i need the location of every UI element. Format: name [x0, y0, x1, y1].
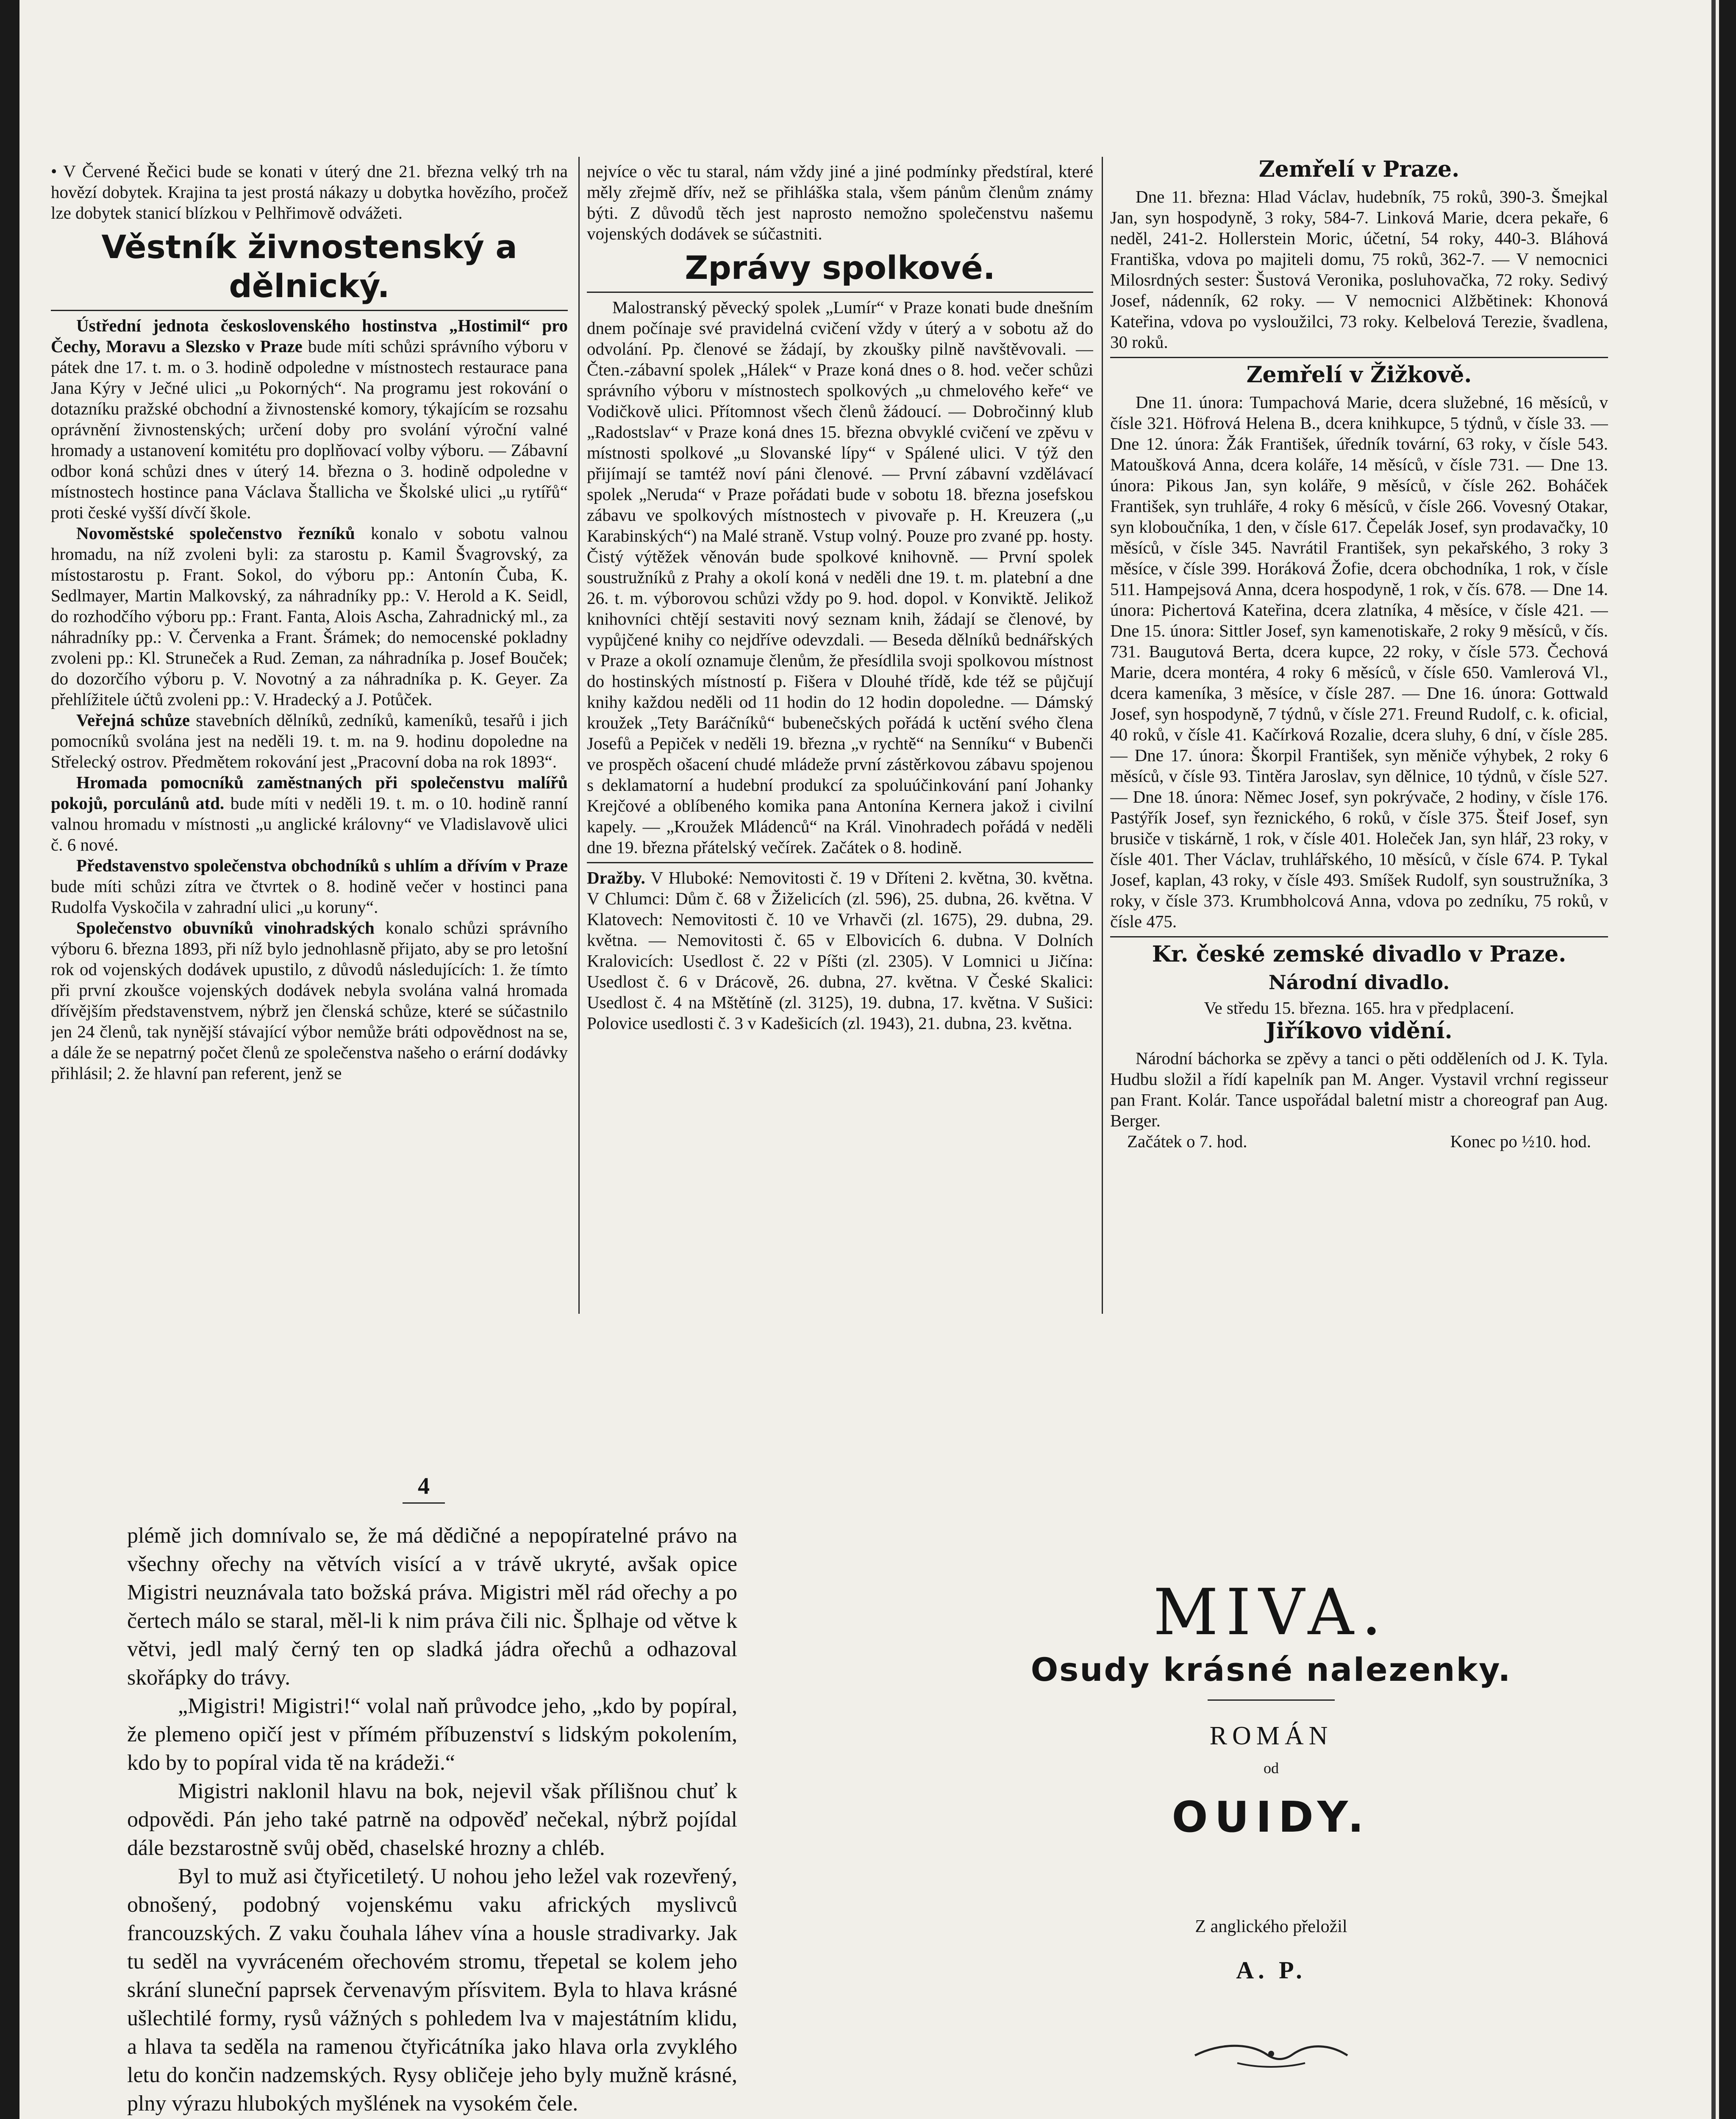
article-body: bude míti v neděli 19. t. m. o 10. hodině ranní valnou hromadu v místnosti „u anglické královny“ ve Vladislavově ulici č. 6 nové.	[51, 793, 568, 854]
title-rule	[1208, 1699, 1335, 1701]
article-shoemakers	[51, 918, 568, 1084]
scan-edge-left	[0, 0, 19, 2119]
article-butchers	[51, 523, 568, 710]
article-body: bude míti schůzi správního výboru v pátek dne 17. t. m. o 3. hodině odpoledne v místnostech restaurace pana Jana Kýry v Ječné ulici „u Pokorných“. Na programu jest rokování o dotazníku pražské obchodní a živnostenské komory, týkajícím se rozsahu oprávnění živnostenských; určení doby pro svolání výroční valné hromady a ustanovení komitétu pro doplňovací volby výboru. — Zábavní odbor koná schůzi dnes v úterý 14. března o 3. hodině odpoledne v místnostech hostince pana Václava Štallicha ve Školské ulici „u rytířů“ proti české vyšší dívčí škole.	[51, 336, 568, 522]
market-notice: • V Červené Řečici bude se konati v úterý dne 21. března velký trh na hovězí dobytek. Krajina ta jest prostá nákazy u dobytka hovězího, pročež lze dobytek stanicí blízkou v Pelhřimově odvážeti.	[51, 161, 568, 222]
deaths-zizkov-heading: Zemřelí v Žižkově.	[1246, 362, 1472, 388]
article-lead: Hromada pomocníků zaměstnaných při společenstvu malířů pokojů, porculánů atd.	[51, 773, 568, 813]
story-paragraph: Byl to muž asi čtyřicetiletý. U nohou jeho ležel vak rozevřený, obnošený, podobný vojenskému vaku afrických myslivců francouzských. Z vaku čouhala láhev vína a housle stradivarky. Jak tu seděl na vyvráceném ořechovém stromu, třepetal se kolem jeho skrání sluneční paprsek červenavým přísvitem. Byla to hlava krásné ušlechtilé formy, rysů vážných s pohledem lva v majestátním klidu, a hlava ta seděla na ramenou čtyřicátníka jako hlava orla zvyklého letu do končin nadzemských. Rysy obličeje jeho byly mužně krásné, plny výrazu hlubokých myšlének na vysokém čele.	[127, 1864, 737, 2116]
article-lead: Společenstvo obuvníků vinohradských	[76, 918, 375, 937]
shoemakers-continuation: nejvíce o věc tu staral, nám vždy jiné a jiné podmínky předstíral, které měly zřejmě dřív, než se přihláška stala, všem pánům členům známy býti. Z důvodů těch jest naprosto nemožno společenstvu našemu vojenských dodávek se súčastniti.	[587, 161, 1093, 243]
article-body: stavebních dělníků, zedníků, kameníků, tesařů i jich pomocníků svolána jest na neděli 19. t. m. na 9. hodinu dopoledne na Střelecký ostrov. Předmětem rokování jest „Pracovní doba na rok 1893“.	[51, 710, 568, 771]
left-column	[51, 161, 568, 1314]
ornament-flourish-icon	[1186, 2038, 1356, 2072]
start-time: Začátek o 7. hod.	[1127, 1132, 1247, 1151]
section-heading-clubs: Zprávy spolkové.	[685, 249, 995, 286]
scan-edge-right-line	[1711, 0, 1716, 2119]
author-name: OUIDY.	[1172, 1792, 1371, 1842]
section-rule	[1110, 357, 1608, 358]
article-body: konalo v sobotu valnou hromadu, na níž zvoleni byli: za starostu p. Kamil Švagrovský, za místostarostu p. Frant. Sokol, do výboru pp.: Antonín Čuba, K. Sedlmayer, Martin Malkovský, za náhradníky pp.: V. Herold a K. Seidl, do rozhodčího výboru pp.: Frant. Fanta, Alois Ascha, Zahradnický ml., za náhradníky pp.: V. Červenka a Frant. Šrámek; do nemocenské pokladny zvoleni pp.: Kl. Struneček a Rud. Zeman, za náhradníka p. Josef Bouček; do dozorčího výboru p. V. Novotný a za náhradníka p. K. Geyer. Za přehlížitele účtů zvoleni pp.: V. Hradecký a J. Potůček.	[51, 523, 568, 709]
middle-column	[587, 161, 1093, 1314]
deaths-zizkov: Dne 11. února: Tumpachová Marie, dcera služebné, 16 měsíců, v čísle 321. Höfrová Helena B., dcera knihkupce, 5 týdnů, v čísle 33. — Dne 12. února: Žák František, úředník tovární, 63 roky, v čísle 543. Matoušková Anna, dcera koláře, 14 měsíců, v čísle 731. — Dne 13. února: Pikous Jan, syn koláře, 9 měsíců, v čísle 262. Boháček František, syn truhláře, 4 roky 6 měsíců, v čísle 266. Vovesný Otakar, syn kloboučníka, 1 den, v čísle 617. Čepelák Josef, syn prodavačky, 10 měsíců, v čísle 345. Navrátil František, syn pekařského, 3 roky 3 měsíce, v čísle 399. Horáková Žofie, dcera obchodníka, 1 rok, v čísle 511. Hampejsová Anna, dcera hospodyně, 1 rok, v čís. 678. — Dne 14. února: Pichertová Kateřina, dcera zlatníka, 4 měsíce, v čísle 421. — Dne 15. února: Sittler Josef, syn kamenotiskaře, 2 roky 9 měsíců, v čís. 731. Baugutová Berta, dcera kupce, 22 roky, v čísle 573. Čechová Marie, dcera montéra, 4 roky 6 měsíců, v čísle 650. Vamlerová Vl., dcera kameníka, 3 měsíce, v čísle 287. — Dne 16. února: Gottwald Josef, syn hospodyně, 7 týdnů, v čísle 271. Freund Rudolf, c. k. oficial, 40 roků, v čísle 41. Kačírková Rozalie, dcera sluhy, 6 dní, v čísle 285. — Dne 17. února: Škorpil František, syn měniče výhybek, 2 roky 6 měsíců, v čísle 93. Tintěra Jaroslav, syn dělnice, 10 týdnů, v čísle 527. — Dne 18. února: Němec Josef, syn pokrývače, 2 hodiny, v čísle 176. Pastýřík Josef, syn řeznického, 6 roků, v čísle 375. Šteif Josef, syn brusiče v tiskárně, 1 rok, v čísle 401. Holeček Jan, syn hlář, 23 roky, v čísle 401. Ther Václav, truhlářského, 10 měsíců, v čísle 674. P. Tykal Josef, kaplan, 43 roky, v čísle 493. Smíšek Rudolf, syn soustružníka, 3 roky, v čísle 373. Krumbholcová Anna, vdova po zedníku, 75 roků, v čísle 475.	[1110, 392, 1608, 931]
article-lead: Ústřední jednota československého hostinstva „Hostimil“ pro Čechy, Moravu a Slezsko v Praze	[51, 316, 568, 356]
article-lead: Novoměstské společenstvo řezníků	[76, 523, 355, 543]
article-coal-merchants	[51, 855, 568, 918]
section-rule	[587, 862, 1093, 863]
theatre-heading: Kr. české zemské divadlo v Praze.	[1152, 941, 1567, 967]
article-lead: Představenstvo společenstva obchodníků s uhlím a dřívím v Praze	[76, 856, 568, 875]
page-number-rule	[403, 1502, 445, 1504]
story-paragraph: „Migistri! Migistri!“ volal naň průvodce jeho, „kdo by popíral, že plemeno opičí jest v přímém příbuzenství s lidským pokolením, kdo by to popíral vida tě na krádeži.“	[127, 1694, 737, 1775]
book-title: MIVA.	[1153, 1576, 1389, 1649]
article-hostimil	[51, 315, 568, 523]
translated-by-label: Z anglického přeložil	[1195, 1917, 1347, 1936]
deaths-prague: Dne 11. března: Hlad Václav, hudebník, 75 roků, 390-3. Šmejkal Jan, syn hospodyně, 3 roky, 584-7. Linková Marie, dcera pekaře, 6 neděl, 241-2. Hollerstein Moric, účetní, 54 roky, 440-3. Bláhová Františka, vdova po majiteli domu, 75 roků, 362-7. — V nemocnici Milosrdných sester: Šustová Veronika, posluhovačka, 72 roky. Sedivý Josef, nádenník, 62 roky. — V nemocnici Alžbětinek: Khonová Kateřina, vdova po vysloužilci, 73 roky. Kelbelová Terezie, švadlena, 30 roků.	[1110, 187, 1608, 352]
deaths-prague-heading: Zemřelí v Praze.	[1258, 157, 1460, 182]
genre-label: ROMÁN	[1209, 1721, 1333, 1750]
column-divider	[578, 157, 580, 1314]
book-subtitle: Osudy krásné nalezenky.	[1030, 1651, 1512, 1688]
play-description: Národní báchorka se zpěvy a tanci o pěti odděleních od J. K. Tyla. Hudbu složil a řídí kapelník pan M. Anger. Vystavil vrchní regisseur pan Frant. Kolár. Tance uspořádal baletní mistr a choreograf pan Aug. Berger.	[1110, 1048, 1608, 1130]
auctions-lead: Dražby.	[587, 868, 645, 887]
heading-rule	[51, 310, 568, 311]
end-time: Konec po ½10. hod.	[1450, 1132, 1591, 1151]
section-heading-trade: Věstník živnostenský a dělnický.	[101, 228, 517, 305]
article-body: bude míti schůzi zítra ve čtvrtek o 8. hodině večer v hostinci pana Rudolfa Vyskočila v zahradní ulici „u koruny“.	[51, 876, 568, 917]
novel-excerpt	[127, 1521, 737, 2119]
national-theatre: Národní divadlo.	[1268, 971, 1450, 994]
translator-initials: A. P.	[1236, 1956, 1306, 1984]
auctions-body: V Hluboké: Nemovitosti č. 19 v Dříteni 2. května, 30. května. V Chlumci: Dům č. 68 v Žiželicích (zl. 596), 25. dubna, 26. května. V Klatovech: Nemovitosti č. 10 ve Vrhavči (zl. 1675), 29. dubna, 29. května. — Nemovitosti č. 65 v Elbovicích 6. dubna. V Dolních Kralovicích: Usedlost č. 22 v Píšti (zl. 2305). V Lomnici u Jičína: Usedlost č. 6 v Drácově, 26. dubna, 27. května. V České Skalici: Usedlost č. 4 na Mštětíně (zl. 3125), 19. dubna, 17. května. V Sušici: Polovice usedlosti č. 3 v Kadešicích (zl. 1943), 21. dubna, 23. května.	[587, 868, 1093, 1033]
article-public-meeting	[51, 710, 568, 772]
auctions	[587, 868, 1093, 1034]
right-column	[1110, 157, 1608, 1314]
by-label: od	[1264, 1760, 1279, 1777]
play-title: Jiříkovo vidění.	[1266, 1018, 1453, 1044]
section-rule	[1110, 936, 1608, 937]
article-body: konalo schůzi správního výboru 6. března 1893, při níž bylo jednohlasně přijato, aby se pro letošní rok od vojenských dodávek upustilo, z důvodů následujících: 1. že tímto při první zkoušce vojenských dodávek nebyla svolána valná hromada dřívějším představenstvem, nýbrž jen členská schůze, které se súčastnilo jen 24 členů, tak nynější stávající výbor nemůže bráti odpovědnost na se, a dále že se nepatrný počet členů ze společenstva našeho o erární dodávky přihlásil; 2. že hlavní pan referent, jenž se	[51, 918, 568, 1083]
scan-edge-right	[1719, 0, 1736, 2119]
showtimes	[1110, 1131, 1608, 1152]
page-number: 4	[418, 1473, 430, 1499]
article-painters	[51, 772, 568, 855]
story-paragraph: plémě jich domnívalo se, že má dědičné a nepopíratelné právo na všechny ořechy na větvích visící a v trávě ukryté, avšak opice Migistri neuznávala tato božská práva. Migistri měl rád ořechy a po čertech málo se staral, měl-li k nim práva čili nic. Šplhaje od větve k větvi, jedl malý černý ten op sladká jádra ořechů a odhazoval skořápky do trávy.	[127, 1524, 737, 1690]
club-news: Malostranský pěvecký spolek „Lumír“ v Praze konati bude dnešním dnem počínaje své pravidelná cvičení vždy v úterý a v sobotu až do odvolání. Pp. členové se žádají, by zkoušky pilně navštěvovali. — Čten.-zábavní spolek „Hálek“ v Praze koná dnes o 8. hod. večer schůzi správního výboru v místnostech spolkových „u chmelového keře“ ve Vodičkově ulici. Přítomnost všech členů žádoucí. — Dobročinný klub „Radostslav“ v Praze koná dnes 15. března obvyklé cvičení ve zpěvu v místnosti spolkové „u Slovanské lípy“ v Spálené ulici. V týž den přijímají se tamtéž noví páni členové. — První zábavní vzdělávací spolek „Neruda“ v Praze pořádati bude v sobotu 18. března josefskou zábavu ve spolkových místnostech v pivovaře p. H. Kreuzera („u Karabinských“) na Malé straně. Vstup volný. Pouze pro zvané pp. hosty. Čistý výtěžek věnován bude spolkové knihovně. — První spolek soustružníků z Prahy a okolí koná v neděli dne 19. t. m. platební a dne 26. t. m. výborovou schůzi vždy po 9. hod. dopol. v Konviktě. Jelikož knihovníci chtějí sestaviti nový seznam knih, žádají se členové, by vypůjčené knihy co nejdříve odevzdali. — Beseda dělníků bednářských v Praze a okolí oznamuje členům, že přesídlila svoji spolkovou místnost do hostinských místností p. Fišera v Dlouhé třídě, kde též se půjčují knihy každou neděli od 11 hodin do 12 hodin dopoledne. — Dámský kroužek „Tety Baráčníků“ bubenečských pořádá k uctění svého člena Josefů a Pepiček v neděli 19. března „v rychtě“ na Senníku“ v Bubenči ve prospěch ošacení chudé mládeže první zástěrkovou zábavu spojenou s deklamatorní a hudební produkcí za spoluúčinkování paní Johanky Krejčové a oblíbeného komika pana Antonína Kernera jakož i civilní kapely. — „Kroužek Mládenců“ na Král. Vinohradech pořádá v neděli dne 19. března přátelský večírek. Začátek o 8. hodině.	[587, 298, 1093, 857]
performance-date: Ve středu 15. března. 165. hra v předplacení.	[1204, 998, 1514, 1018]
story-paragraph: Migistri naklonil hlavu na bok, nejevil však přílišnou chuť k odpovědi. Pán jeho také patrně na odpověď nečekal, nýbrž pojídal dále bezstarostně svůj oběd, chaselské hrozny a chléb.	[127, 1779, 737, 1860]
heading-rule	[587, 292, 1093, 293]
column-divider	[1102, 157, 1103, 1314]
article-lead: Veřejná schůze	[76, 710, 190, 730]
